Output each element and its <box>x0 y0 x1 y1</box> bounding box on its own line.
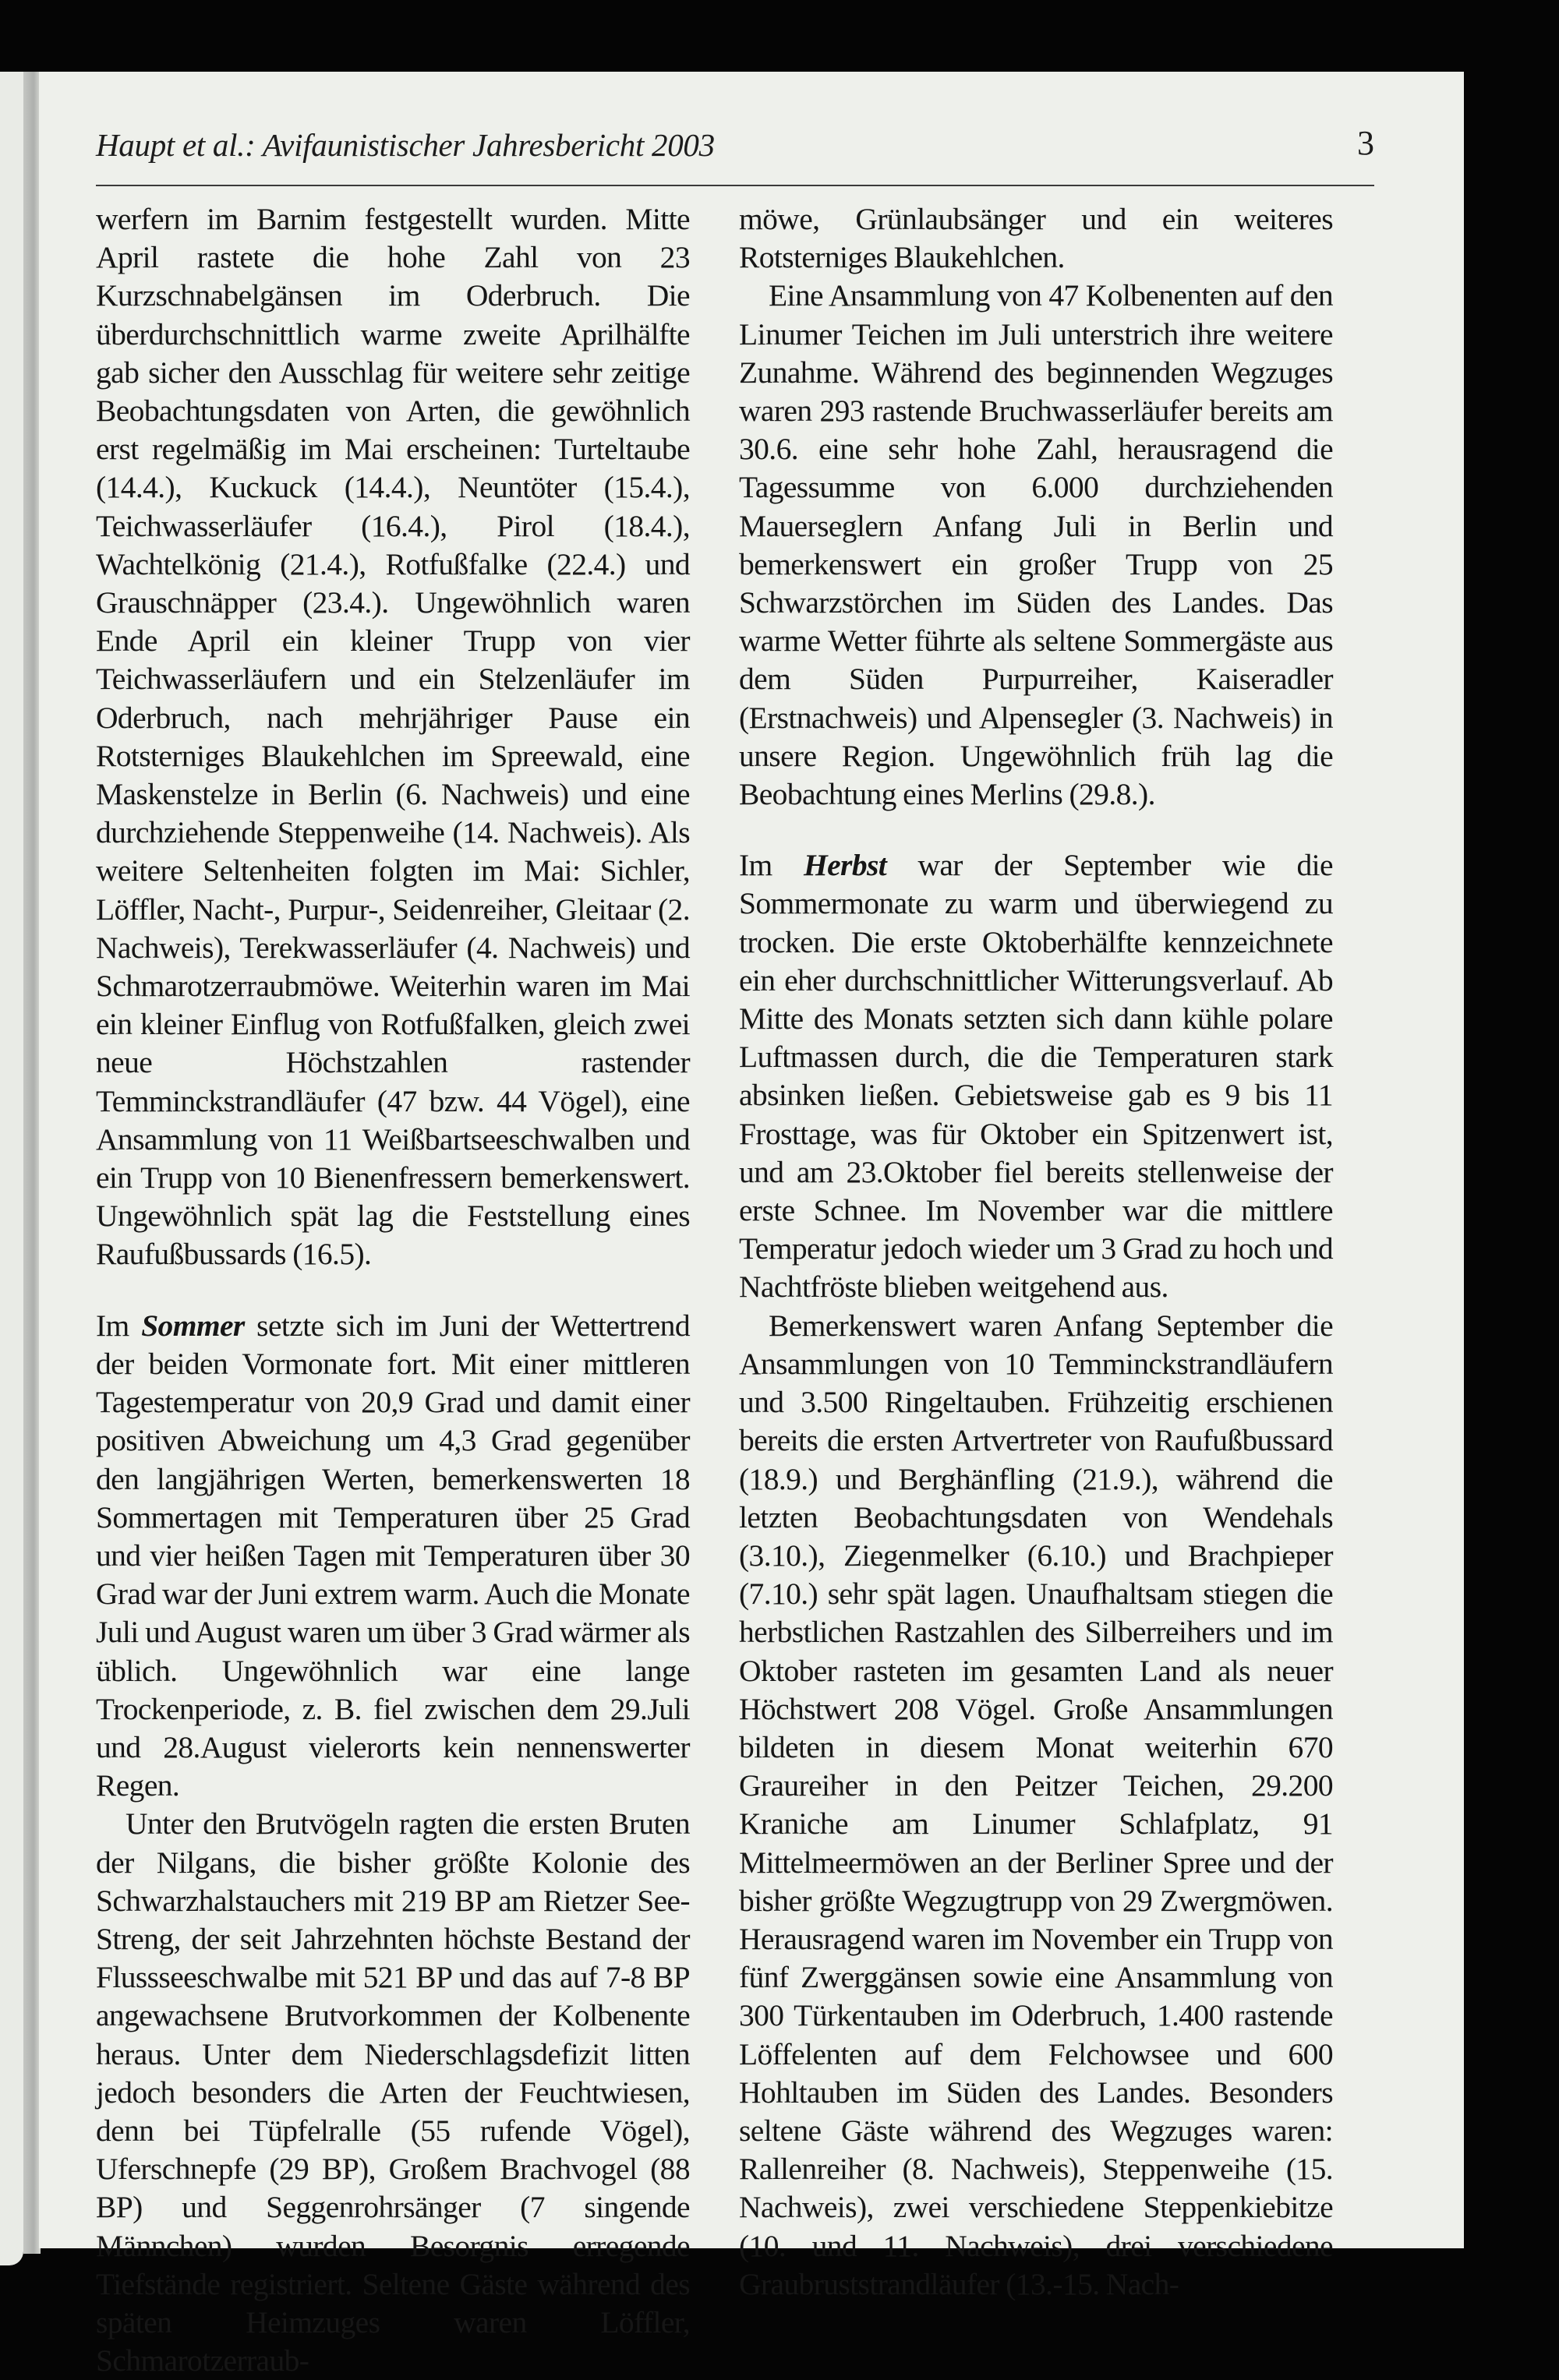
paragraph-summer <box>96 1307 690 1806</box>
binding-gutter-shadow <box>23 72 41 2254</box>
header-rule <box>96 185 1374 186</box>
section-lead-autumn: Herbst <box>804 848 887 883</box>
paragraph-breeding-birds: Unter den Brutvögeln ragten die ersten Bruten der Nilgans, die bisher größte Kolonie des Schwarzhalstauchers mit 219 BP am Rietzer See-Streng, der seit Jahrzehnten höchste Bestand der Flussseeschwalbe mit 521 BP und das auf 7-8 BP angewachsene Brutvorkommen der Kolbenente heraus. Unter dem Niederschlagsdefizit litten jedoch besonders die Arten der Feuchtwiesen, denn bei Tüpfelralle (55 rufende Vögel), Uferschnepfe (29 BP), Großem Brachvogel (88 BP) und Seggenrohrsänger (7 singende Männchen) wurden Besorgnis erregende Tiefstände registriert. Seltene Gäste während des späten Heimzuges waren Löffler, Schmarotzerraub- <box>96 1806 690 2378</box>
document-page <box>39 72 1464 2378</box>
paragraph-rare-guests-continued: möwe, Grünlaubsänger und ein weiteres Rotsterniges Blaukehlchen. <box>739 202 1333 275</box>
right-column <box>739 200 1333 2304</box>
previous-page-edge <box>0 72 23 2265</box>
paragraph-autumn <box>739 846 1333 1306</box>
left-column <box>96 200 690 2380</box>
summer-prefix: Im <box>96 1308 142 1343</box>
summer-text: setzte sich im Juni der Wettertrend der beiden Vormonate fort. Mit einer mittleren Tagestemperatur von 20,9 Grad und damit einer positiven Abweichung um 4,3 Grad gegenüber den langjährigen Werten, bemerkenswerten 18 Sommertagen mit Temperaturen über 25 Grad und vier heißen Tagen mit Temperaturen über 30 Grad war der Juni extrem warm. Auch die Monate Juli und August waren um über 3 Grad wärmer als üblich. Ungewöhnlich war eine lange Trockenperiode, z. B. fiel zwischen dem 29.Juli und 28.August vielerorts kein nennenswerter Regen. <box>96 1308 690 1803</box>
running-title: Haupt et al.: Avifaunistischer Jahresbericht 2003 <box>96 127 715 163</box>
page-number: 3 <box>1357 124 1374 162</box>
autumn-text: war der September wie die Sommermonate zu warm und überwiegend zu trocken. Die erste Oktoberhälfte kennzeichnete ein eher durchschnittlicher Witterungsverlauf. Ab Mitte des Monats setzten sich dann kühle polare Luftmassen durch, die die Temperaturen stark absinken ließen. Gebietsweise gab es 9 bis 11 Frosttage, was für Oktober ein Spitzenwert ist, und am 23.Oktober fiel bereits stellenweise der erste Schnee. Im November war die mittlere Temperatur jedoch wieder um 3 Grad zu hoch und Nachtfröste blieben weitgehend aus. <box>739 848 1333 1305</box>
section-lead-summer: Sommer <box>141 1308 245 1343</box>
autumn-prefix: Im <box>739 848 804 883</box>
running-header <box>96 126 1374 189</box>
paragraph-summer-migration: Eine Ansammlung von 47 Kolbenenten auf den Linumer Teichen im Juli unterstrich ihre weitere Zunahme. Während des beginnenden Wegzuges waren 293 rastende Bruchwasserläufer bereits am 30.6. eine sehr hohe Zahl, herausragend die Tagessumme von 6.000 durchziehenden Mauerseglern Anfang Juli in Berlin und bemerkenswert ein großer Trupp von 25 Schwarzstörchen im Süden des Landes. Das warme Wetter führte als seltene Sommergäste aus dem Süden Purpurreiher, Kaiseradler (Erstnachweis) und Alpensegler (3. Nachweis) in unsere Region. Ungewöhnlich früh lag die Beobachtung eines Merlins (29.8.). <box>739 278 1333 812</box>
paragraph-autumn-observations: Bemerkenswert waren Anfang September die Ansammlungen von 10 Temminckstrandläufern und 3.500 Ringeltauben. Frühzeitig erschienen bereits die ersten Artvertreter von Raufußbussard (18.9.) und Berghänfling (21.9.), während die letzten Beobachtungsdaten von Wendehals (3.10.), Ziegenmelker (6.10.) und Brachpieper (7.10.) sehr spät lagen. Unaufhaltsam stiegen die herbstlichen Rastzahlen des Silberreihers und im Oktober rasteten im gesamten Land als neuer Höchstwert 208 Vögel. Große Ansammlungen bildeten in diesem Monat weiterhin 670 Graureiher in den Peitzer Teichen, 29.200 Kraniche am Linumer Schlafplatz, 91 Mittelmeermöwen an der Berliner Spree und der bisher größte Wegzugtrupp von 29 Zwergmöwen. Herausragend waren im November ein Trupp von fünf Zwerggänsen sowie eine Ansammlung von 300 Türkentauben im Oderbruch, 1.400 rastende Löffelenten auf dem Felchowsee und 600 Hohltauben im Süden des Landes. Besonders seltene Gäste während des Wegzuges waren: Rallenreiher (8. Nachweis), Steppenweihe (15. Nachweis), zwei verschiedene Steppenkiebitze (10. und 11. Nachweis), drei verschiedene Graubruststrandläufer (13.-15. Nach- <box>739 1308 1333 2301</box>
paragraph-spring-continued: werfern im Barnim festgestellt wurden. Mitte April rastete die hohe Zahl von 23 Kurzschnabelgänsen im Oderbruch. Die überdurchschnittlich warme zweite Aprilhälfte gab sicher den Ausschlag für weitere sehr zeitige Beobachtungsdaten von Arten, die gewöhnlich erst regelmäßig im Mai erscheinen: Turteltaube (14.4.), Kuckuck (14.4.), Neuntöter (15.4.), Teichwasserläufer (16.4.), Pirol (18.4.), Wachtelkönig (21.4.), Rotfußfalke (22.4.) und Grauschnäpper (23.4.). Ungewöhnlich waren Ende April ein kleiner Trupp von vier Teichwasserläufern und ein Stelzenläufer im Oderbruch, nach mehrjähriger Pause ein Rotsterniges Blaukehlchen im Spreewald, eine Maskenstelze in Berlin (6. Nachweis) und eine durchziehende Steppenweihe (14. Nachweis). Als weitere Seltenheiten folgten im Mai: Sichler, Löffler, Nacht-, Purpur-, Seidenreiher, Gleitaar (2. Nachweis), Terekwasserläufer (4. Nachweis) und Schmarotzerraubmöwe. Weiterhin waren im Mai ein kleiner Einflug von Rotfußfalken, gleich zwei neue Höchstzahlen rastender Temminckstrandläufer (47 bzw. 44 Vögel), eine Ansammlung von 11 Weißbartseeschwalben und ein Trupp von 10 Bienenfressern bemerkenswert. Ungewöhnlich spät lag die Feststellung eines Raufußbussards (16.5). <box>96 202 690 1272</box>
